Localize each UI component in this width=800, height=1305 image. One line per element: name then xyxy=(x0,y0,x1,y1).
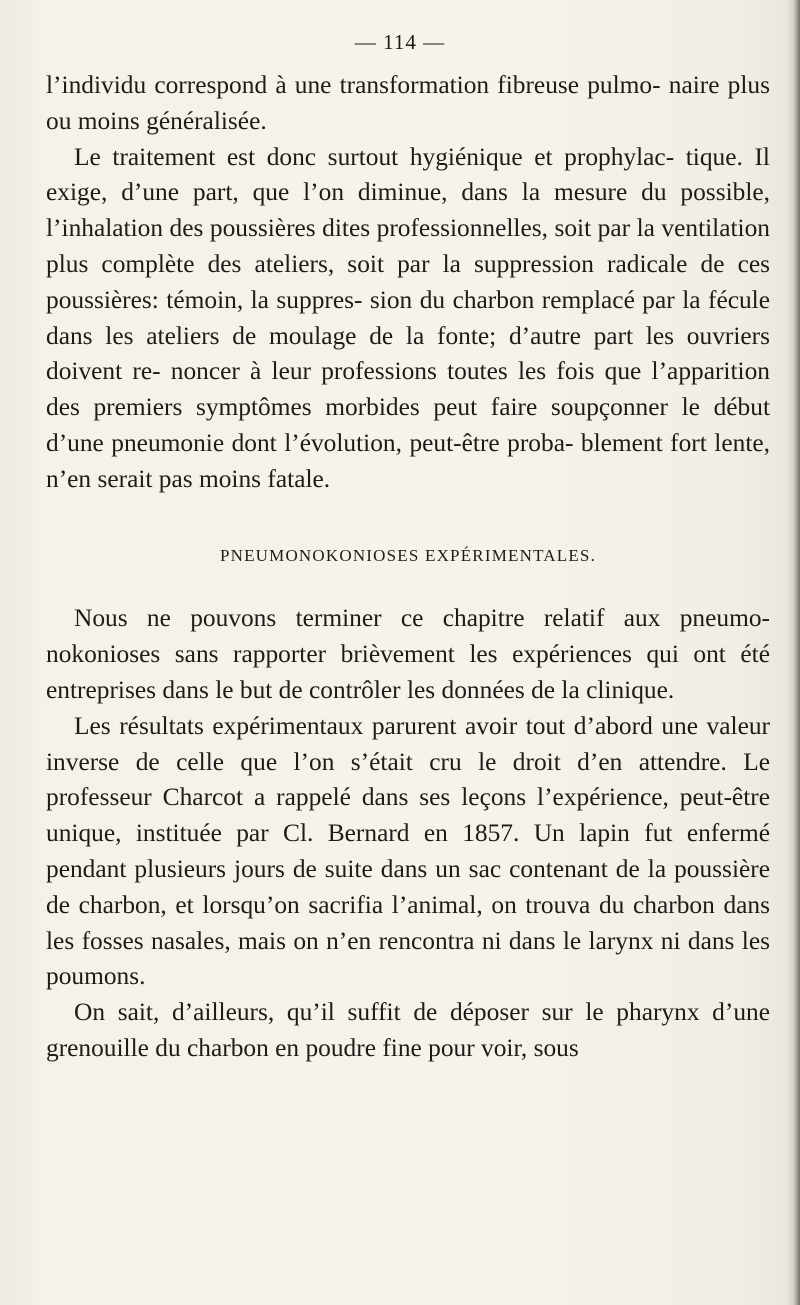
paragraph-continuation: l’individu correspond à une transformation fibreuse pulmo- naire plus ou moins généralisée. xyxy=(46,71,770,135)
paragraph-treatment: Le traitement est donc surtout hygiénique et prophylac- tique. Il exige, d’une part, que l’on diminue, dans la mesure du possible, l’inhalation des poussières dites professionnelles, soit par la ventilation plus complète des ateliers, soit par la suppression radicale de ces poussières: témoin, la suppres- sion du charbon remplacé par la fécule dans les ateliers de moulage de la fonte; d’autre part les ouvriers doivent re- noncer à leur professions toutes les fois que l’apparition des premiers symptômes morbides peut faire soupçonner le début d’une pneumonie dont l’évolution, peut-être proba- blement fort lente, n’en serait pas moins fatale. xyxy=(46,142,770,493)
body-text xyxy=(46,68,770,1067)
paragraph-results: Les résultats expérimentaux parurent avoir tout d’abord une valeur inverse de celle que l’on s’était cru le droit d’en attendre. Le professeur Charcot a rappelé dans ses leçons l’expérience, peut-être unique, instituée par Cl. Bernard en 1857. Un lapin fut enfermé pendant plusieurs jours de suite dans un sac contenant de la poussière de charbon, et lorsqu’on sacrifia l’animal, on trouva du charbon dans les fosses nasales, mais on n’en rencontra ni dans le larynx ni dans les poumons. xyxy=(46,711,770,991)
page-edge-shadow xyxy=(786,0,800,1305)
paragraph-frog: On sait, d’ailleurs, qu’il suffit de déposer sur le pharynx d’une grenouille du charbon en poudre fine pour voir, sous xyxy=(46,998,770,1062)
page-number-header: — 114 — xyxy=(354,30,446,54)
paragraph-intro-experiments: Nous ne pouvons terminer ce chapitre relatif aux pneumo- nokonioses sans rapporter brièvement les expériences qui ont été entreprises dans le but de contrôler les données de la clinique. xyxy=(46,604,770,704)
section-heading: PNEUMONOKONIOSES EXPÉRIMENTALES. xyxy=(219,545,597,565)
